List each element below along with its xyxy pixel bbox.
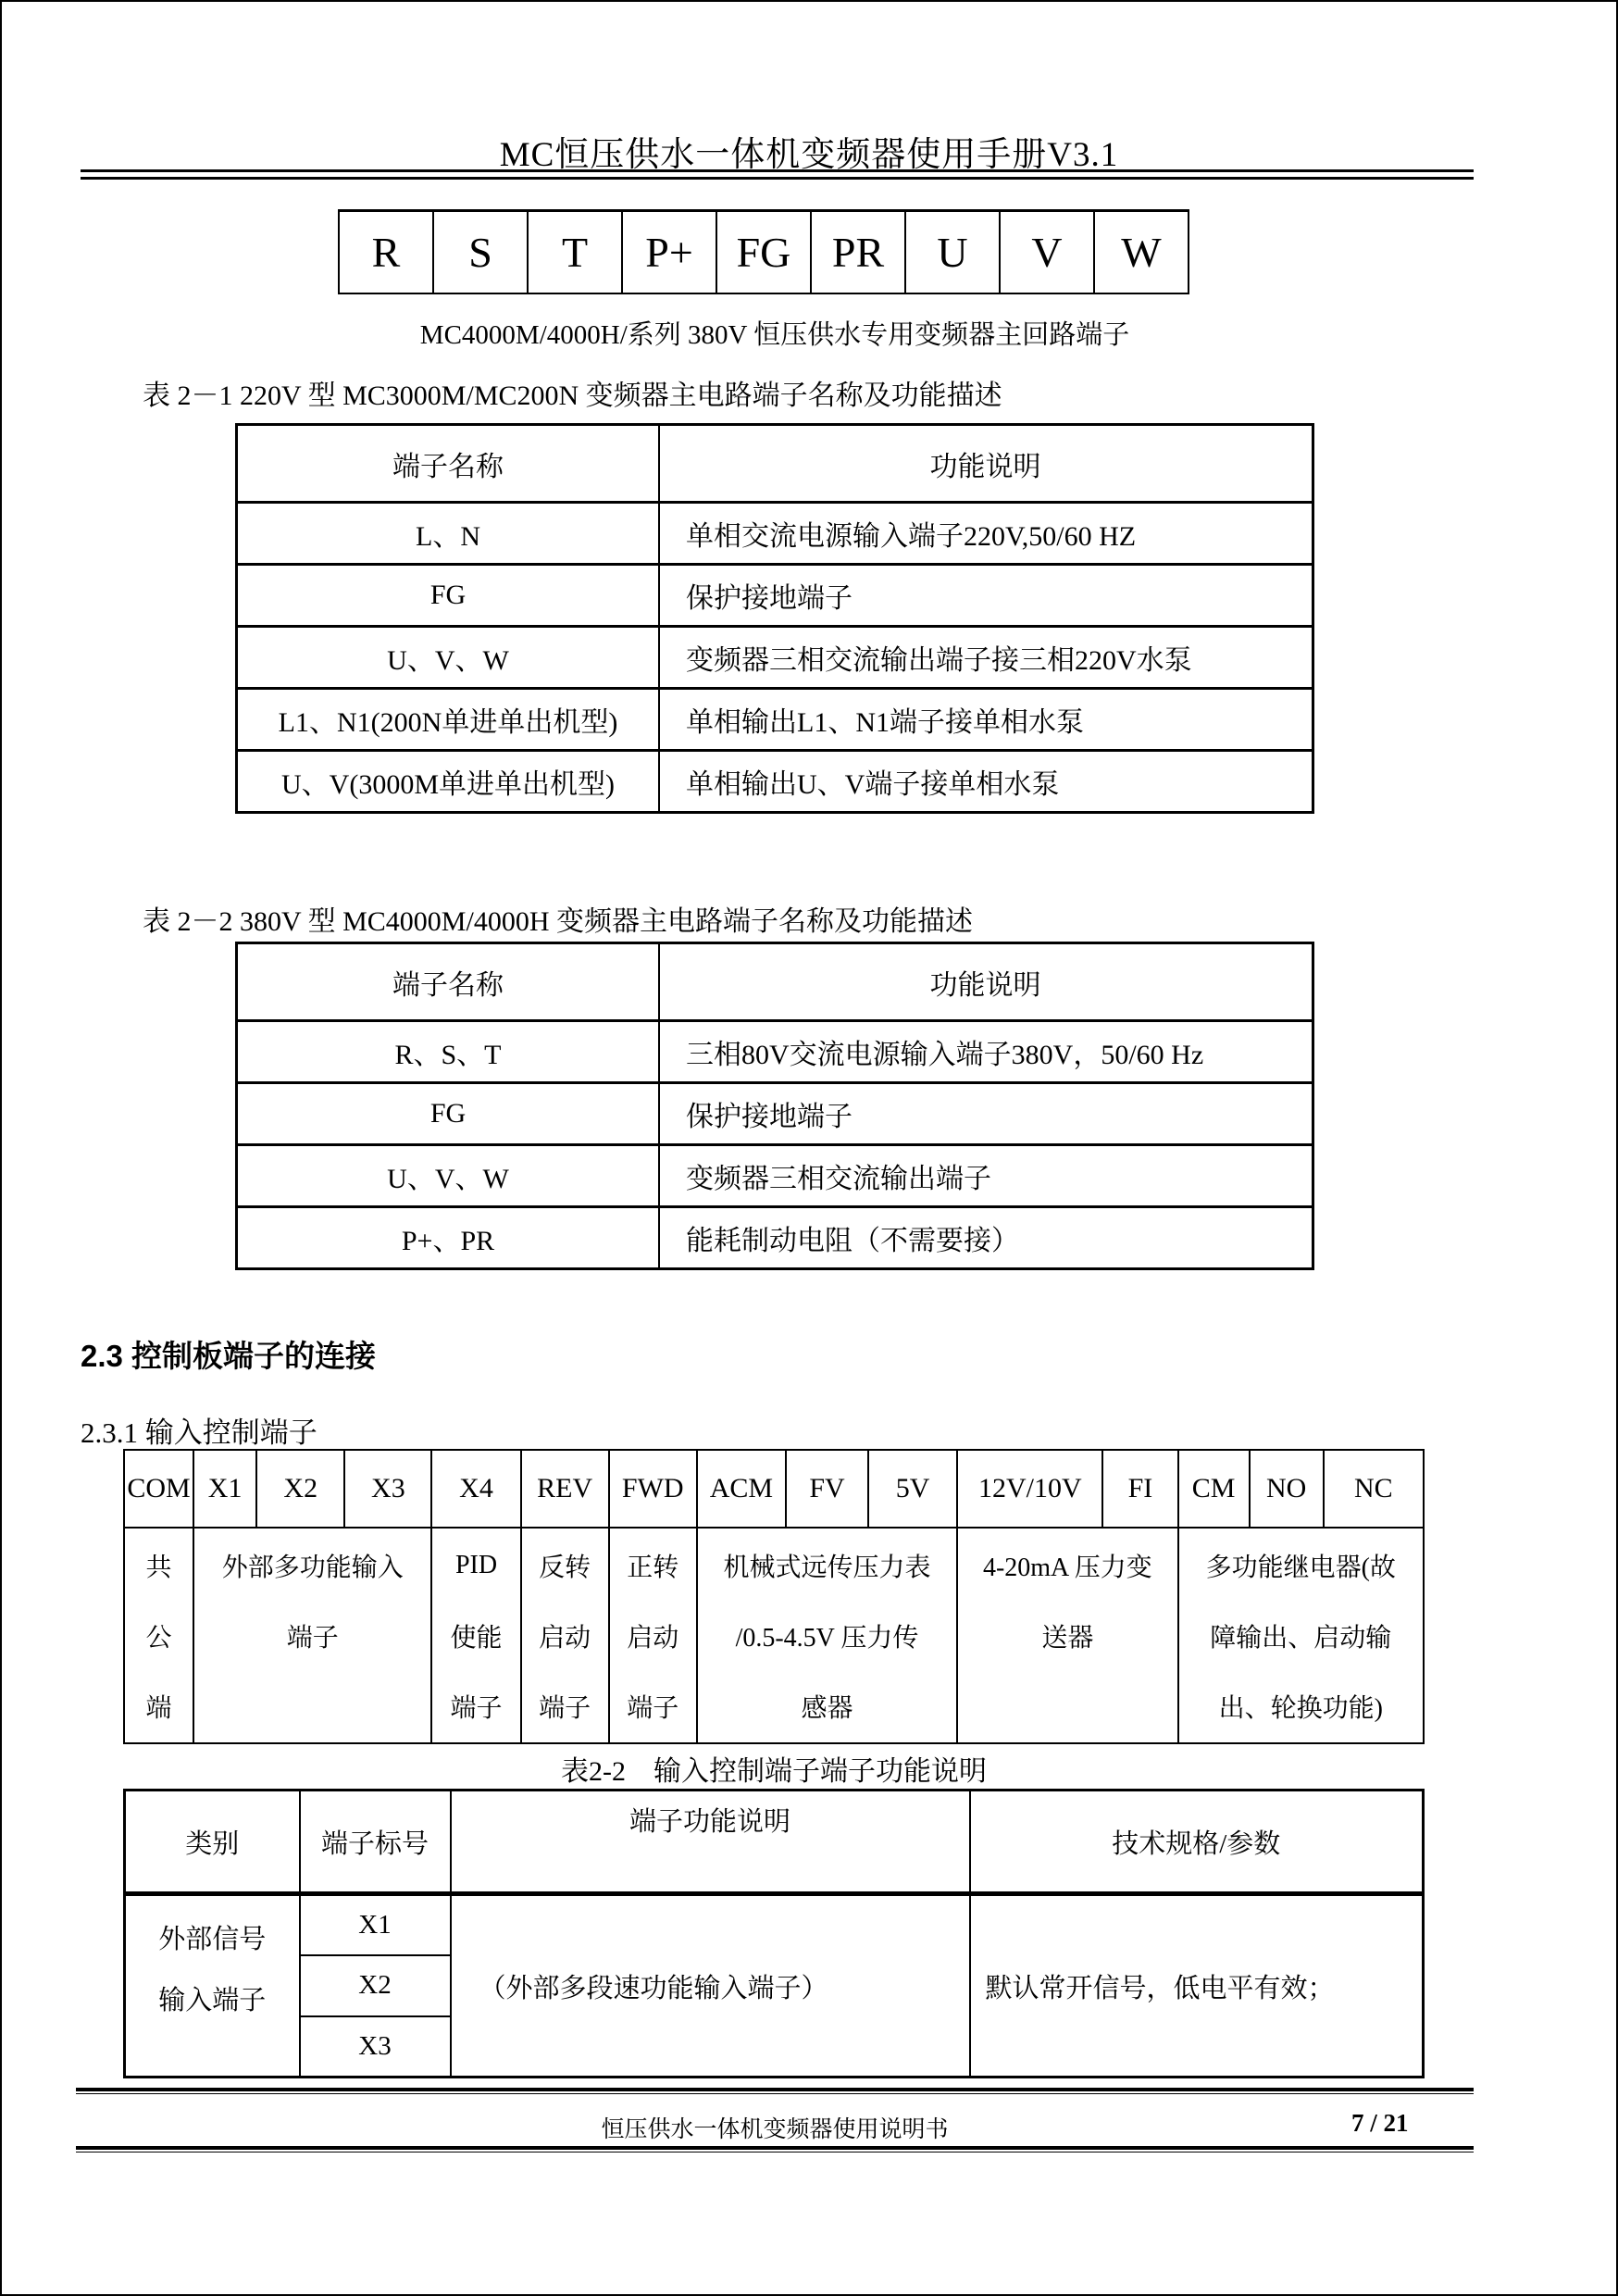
- desc-line: 4-20mA 压力变: [982, 1554, 1152, 1582]
- desc-line: 多功能继电器(故: [1205, 1554, 1396, 1582]
- table-row: [237, 751, 1313, 813]
- desc-multifunction-inputs: [193, 1528, 431, 1743]
- terminal-cell-v: V: [1000, 211, 1094, 294]
- col-header-terminal-name: 端子名称: [237, 943, 660, 1021]
- table-380v-terminals: [235, 942, 1314, 1270]
- section-heading-2-3: 2.3 控制板端子的连接: [81, 1339, 377, 1373]
- desc-line: 端子: [450, 1694, 503, 1723]
- desc-line: 出、轮换功能): [1218, 1694, 1383, 1723]
- desc-line: 使能: [450, 1624, 503, 1653]
- terminal-strip-row: [339, 211, 1189, 294]
- desc-line: 共: [145, 1554, 172, 1582]
- col-header-category: 类别: [125, 1791, 300, 1894]
- table-row: [237, 1021, 1313, 1083]
- table-row: [237, 565, 1313, 627]
- terminal-id-x3: X3: [300, 2016, 451, 2078]
- desc-multifunction-relay: [1178, 1528, 1424, 1743]
- terminal-label-12v10v: 12V/10V: [957, 1450, 1102, 1528]
- footer-divider-bottom: [76, 2146, 1474, 2152]
- main-circuit-terminal-strip: [338, 209, 1189, 294]
- terminal-name: U、V(3000M单进单出机型): [237, 751, 660, 813]
- page-title: MC恒压供水一体机变频器使用手册V3.1: [499, 136, 1119, 174]
- terminal-function: 单相输出L1、N1端子接单相水泵: [659, 689, 1313, 751]
- terminal-name: R、S、T: [237, 1021, 660, 1083]
- table-220v-terminals: [235, 423, 1314, 814]
- terminal-label-fwd: FWD: [609, 1450, 697, 1528]
- category-line: 外部信号: [158, 1925, 267, 1954]
- desc-line: 启动: [627, 1624, 679, 1653]
- desc-line: 正转: [627, 1554, 679, 1582]
- io-table-caption: 表2-2 输入控制端子端子功能说明: [561, 1756, 987, 1787]
- col-header-terminal-id: 端子标号: [300, 1791, 451, 1894]
- desc-pid-enable: [431, 1528, 520, 1743]
- desc-line: PID: [454, 1551, 498, 1579]
- terminal-label-x1: X1: [193, 1450, 256, 1528]
- terminal-label-cm: CM: [1178, 1450, 1250, 1528]
- terminal-label-rev: REV: [521, 1450, 609, 1528]
- terminal-label-x4: X4: [431, 1450, 520, 1528]
- terminal-cell-r: R: [339, 211, 433, 294]
- terminal-name: L、N: [237, 503, 660, 565]
- category-line: 输入端子: [158, 1986, 267, 2015]
- terminal-name: P+、PR: [237, 1207, 660, 1269]
- terminal-label-nc: NC: [1324, 1450, 1424, 1528]
- terminal-cell-w: W: [1094, 211, 1189, 294]
- desc-reverse-start: [521, 1528, 609, 1743]
- terminal-label-fv: FV: [786, 1450, 868, 1528]
- desc-line: 端子: [539, 1694, 591, 1723]
- desc-line: 反转: [539, 1554, 591, 1582]
- section-subheading-2-3-1: 2.3.1 输入控制端子: [81, 1416, 317, 1449]
- io-table-header-row: [125, 1791, 1424, 1894]
- col-header-terminal-name: 端子名称: [237, 425, 660, 503]
- control-terminal-table: [123, 1449, 1425, 1744]
- desc-line: 端子: [286, 1624, 339, 1653]
- terminal-label-x3: X3: [344, 1450, 431, 1528]
- category-cell: [125, 1894, 300, 2078]
- desc-line: 障输出、启动输: [1210, 1624, 1392, 1653]
- terminal-cell-fg: FG: [716, 211, 811, 294]
- table-row: [237, 503, 1313, 565]
- terminal-function: 三相80V交流电源输入端子380V，50/60 Hz: [659, 1021, 1313, 1083]
- terminal-name: FG: [237, 1083, 660, 1145]
- terminal-function: 保护接地端子: [659, 1083, 1313, 1145]
- terminal-cell-pplus: P+: [622, 211, 716, 294]
- terminal-name: L1、N1(200N单进单出机型): [237, 689, 660, 751]
- footer-divider-top: [76, 2088, 1474, 2094]
- col-header-function: 功能说明: [659, 425, 1313, 503]
- desc-line: 端: [145, 1694, 172, 1723]
- input-terminal-function-table: [123, 1789, 1425, 2078]
- table-2-2-title: 表 2－2 380V 型 MC4000M/4000H 变频器主电路端子名称及功能描述: [143, 906, 973, 937]
- terminal-name: FG: [237, 565, 660, 627]
- table-header-row: [237, 943, 1313, 1021]
- table-row: [237, 1145, 1313, 1207]
- terminal-cell-u: U: [905, 211, 1000, 294]
- terminal-label-acm: ACM: [697, 1450, 786, 1528]
- table-row: [237, 627, 1313, 689]
- col-header-function: 功能说明: [659, 943, 1313, 1021]
- io-table-row-x1: [125, 1894, 1424, 1955]
- terminal-cell-pr: PR: [811, 211, 905, 294]
- terminal-strip-caption: MC4000M/4000H/系列 380V 恒压供水专用变频器主回路端子: [419, 320, 1130, 350]
- terminal-function: 单相交流电源输入端子220V,50/60 HZ: [659, 503, 1313, 565]
- table-header-row: [237, 425, 1313, 503]
- terminal-function: 保护接地端子: [659, 565, 1313, 627]
- footer-document-title: 恒压供水一体机变频器使用说明书: [601, 2117, 949, 2142]
- terminal-id-x2: X2: [300, 1955, 451, 2016]
- terminal-label-5v: 5V: [868, 1450, 957, 1528]
- desc-common-terminal: [124, 1528, 193, 1743]
- desc-line: 感器: [801, 1694, 853, 1723]
- spec-cell: 默认常开信号，低电平有效；: [970, 1894, 1424, 2078]
- terminal-id-x1: X1: [300, 1894, 451, 1955]
- desc-pressure-transmitter: [957, 1528, 1177, 1743]
- terminal-function: 能耗制动电阻（不需要接）: [659, 1207, 1313, 1269]
- terminal-cell-t: T: [528, 211, 622, 294]
- terminal-name: U、V、W: [237, 627, 660, 689]
- desc-line: 公: [145, 1624, 172, 1653]
- col-header-function-desc: 端子功能说明: [451, 1791, 970, 1894]
- terminal-name: U、V、W: [237, 1145, 660, 1207]
- desc-line: 送器: [1041, 1624, 1094, 1653]
- page-number: 7 / 21: [1351, 2109, 1409, 2137]
- terminal-label-fi: FI: [1102, 1450, 1177, 1528]
- desc-line: 机械式远传压力表: [723, 1554, 931, 1582]
- desc-line: /0.5-4.5V 压力传: [735, 1624, 919, 1653]
- table-row: [237, 1207, 1313, 1269]
- table-2-1-title: 表 2－1 220V 型 MC3000M/MC200N 变频器主电路端子名称及功能描述: [143, 381, 1002, 411]
- desc-forward-start: [609, 1528, 697, 1743]
- desc-pressure-gauge-sensor: [697, 1528, 957, 1743]
- function-desc-cell: （外部多段速功能输入端子）: [451, 1894, 970, 2078]
- desc-line: 启动: [539, 1624, 591, 1653]
- table-row: [237, 689, 1313, 751]
- terminal-function: 变频器三相交流输出端子: [659, 1145, 1313, 1207]
- desc-line: 端子: [627, 1694, 679, 1723]
- terminal-cell-s: S: [433, 211, 528, 294]
- col-header-spec: 技术规格/参数: [970, 1791, 1424, 1894]
- terminal-function: 变频器三相交流输出端子接三相220V水泵: [659, 627, 1313, 689]
- header-divider: [81, 169, 1474, 180]
- terminal-function: 单相输出U、V端子接单相水泵: [659, 751, 1313, 813]
- terminal-label-no: NO: [1250, 1450, 1324, 1528]
- control-terminal-description-row: [124, 1528, 1424, 1743]
- table-row: [237, 1083, 1313, 1145]
- terminal-label-x2: X2: [256, 1450, 344, 1528]
- control-terminal-header-row: [124, 1450, 1424, 1528]
- terminal-label-com: COM: [124, 1450, 193, 1528]
- desc-line: 外部多功能输入: [221, 1554, 404, 1582]
